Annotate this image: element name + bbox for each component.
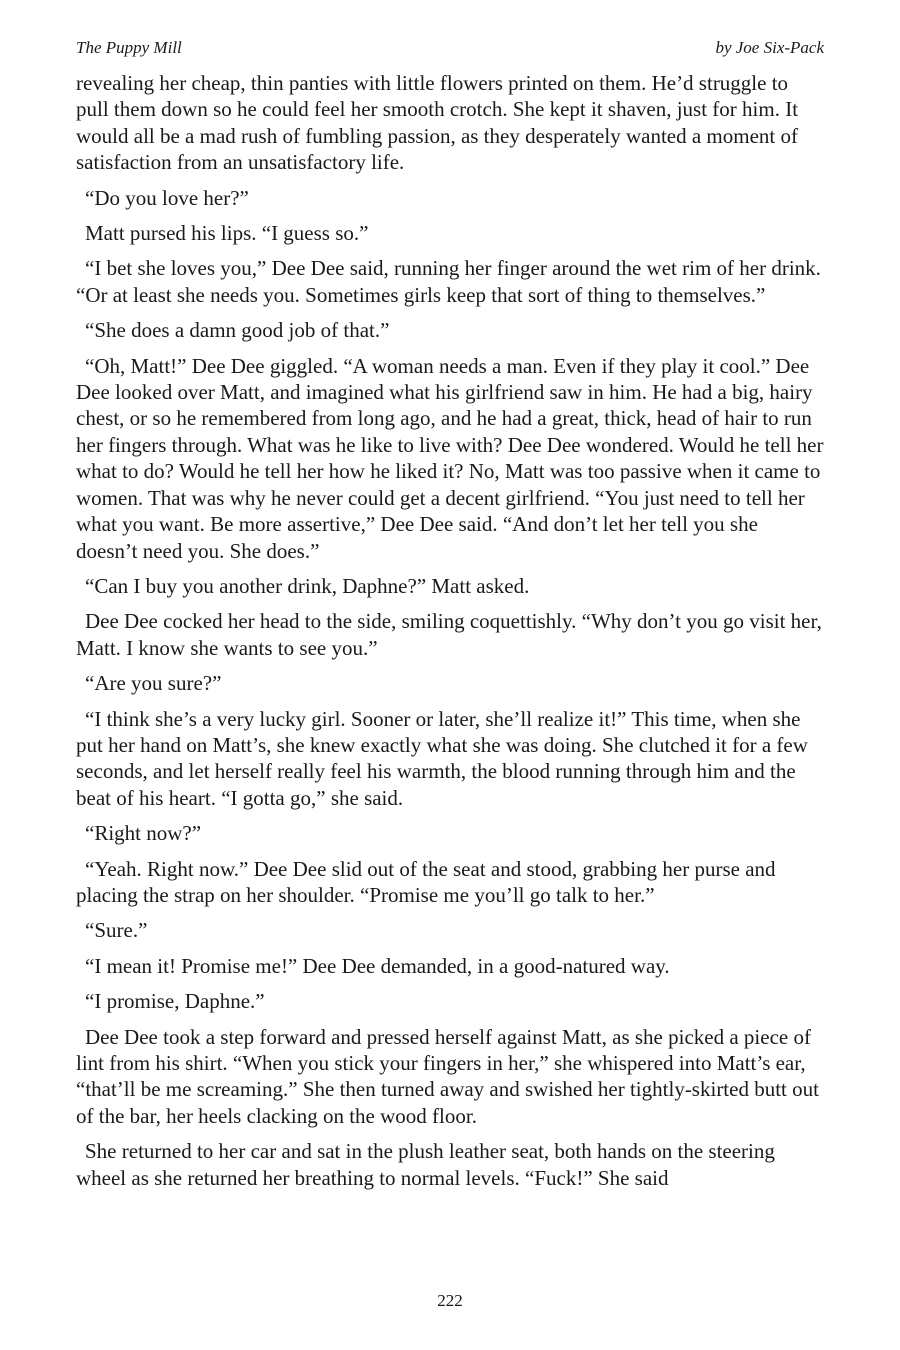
paragraph: “Do you love her?” [85,185,249,210]
paragraph: Matt pursed his lips. “I guess so.” [85,221,369,246]
paragraph: She returned to her car and sat in the plush leather seat, both hands on the steering wheel as she returned her breathing to normal levels. “Fuck!” She said [76,1139,775,1190]
author-byline: by Joe Six-Pack [715,38,824,57]
paragraph: “I promise, Daphne.” [85,989,265,1014]
paragraph: “I think she’s a very lucky girl. Sooner or later, she’ll realize it!” This time, when she put her hand on Matt’s, she knew exactly what she was doing. She clutched it for a few seconds, and let herself really feel his warmth, the blood running through him and the beat of his heart. “I gotta go,” she said. [76,706,808,810]
paragraph: “I bet she loves you,” Dee Dee said, running her finger around the wet rim of her drink. “Or at least she needs you. Sometimes girls keep that sort of thing to themselves.” [76,256,821,307]
paragraph: revealing her cheap, thin panties with little flowers printed on them. He’d struggle to pull them down so he could feel her smooth crotch. She kept it shaven, just for him. It would all be a mad rush of fumbling passion, as they desperately wanted a moment of satisfaction from an unsatisfactory life. [76,71,799,175]
paragraph: “Right now?” [85,821,202,846]
book-title: The Puppy Mill [76,38,182,57]
paragraph: “Sure.” [85,918,148,943]
paragraph: Dee Dee cocked her head to the side, smiling coquettishly. “Why don’t you go visit her, Matt. I know she wants to see you.” [76,609,822,660]
paragraph: “I mean it! Promise me!” Dee Dee demanded, in a good-natured way. [85,953,670,978]
paragraph: “Can I buy you another drink, Daphne?” Matt asked. [85,573,530,598]
body-text [76,70,824,1200]
paragraph: “She does a damn good job of that.” [85,318,390,343]
paragraph: Dee Dee took a step forward and pressed herself against Matt, as she picked a piece of lint from his shirt. “When you stick your fingers in her,” she whispered into Matt’s ear, “that’ll be me screaming.” She then turned away and swished her tightly-skirted butt out of the bar, her heels clacking on the wood floor. [76,1024,819,1128]
paragraph: “Oh, Matt!” Dee Dee giggled. “A woman needs a man. Even if they play it cool.” Dee Dee looked over Matt, and imagined what his girlfriend saw in him. He had a big, hairy chest, or so he remembered from long ago, and he had a great, thick, head of hair to run her fingers through. What was he like to live with? Dee Dee wondered. Would he tell her what to do? Would he tell her how he liked it? No, Matt was too passive when it came to women. That was why he never could get a decent girlfriend. “You just need to tell her what you want. Be more assertive,” Dee Dee said. “And don’t let her tell you she doesn’t need you. She does.” [76,353,824,563]
paragraph: “Are you sure?” [85,671,222,696]
running-header [76,38,824,60]
page-number: 222 [437,1291,463,1310]
paragraph: “Yeah. Right now.” Dee Dee slid out of the seat and stood, grabbing her purse and placing the strap on her shoulder. “Promise me you’ll go talk to her.” [76,856,776,907]
